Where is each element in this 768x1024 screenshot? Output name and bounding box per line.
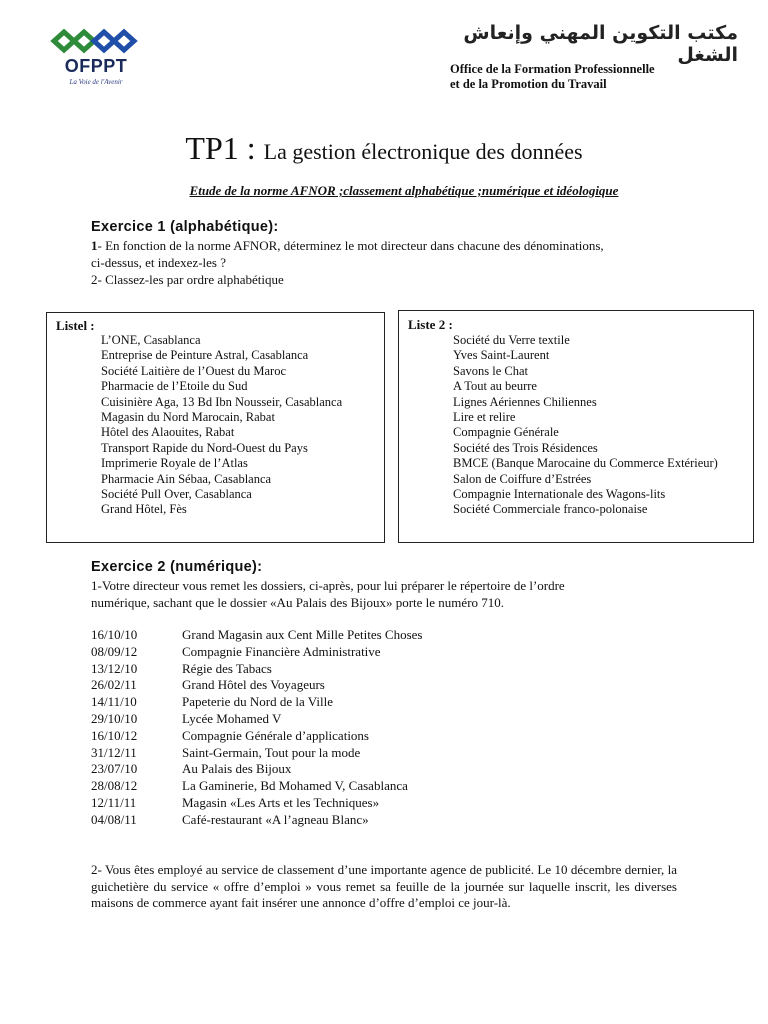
exercise-1-question-1 [91, 238, 731, 271]
ofppt-logo [40, 24, 152, 100]
exercise-2-intro [91, 578, 731, 611]
exercise-2-part-2: 2- Vous êtes employé au service de classement d’une importante agence de publicité. Le 10 décembre dernier, la guichetière du service « offre d’emploi » vous remet sa feuille de la journée sur laquelle inscrit, les diverses maisons de commerce ayant fait insérer une annonce d’offre d’emploi ce jour-là. [91, 862, 677, 910]
list-2-item: BMCE (Banque Marocaine du Commerce Extérieur) [453, 456, 718, 471]
list-1-item: Pharmacie Ain Sébaa, Casablanca [101, 471, 272, 486]
logo-text: OFPPT [64, 56, 128, 76]
dossier-date: 04/08/11 [91, 811, 137, 827]
dossier-name: Saint-Germain, Tout pour la mode [182, 744, 361, 760]
dossier-name: Magasin «Les Arts et les Techniques» [182, 794, 380, 810]
dossier-date: 16/10/12 [91, 727, 138, 743]
dossier-date: 08/09/12 [91, 643, 138, 659]
dossier-date: 16/10/10 [91, 627, 138, 642]
office-line-1: Office de la Formation Professionnelle [450, 62, 655, 76]
list-2-item: Lignes Aériennes Chiliennes [453, 394, 597, 409]
dossier-row [91, 694, 422, 711]
exercise-1-heading: Exercice 1 (alphabétique): [91, 219, 279, 235]
list-2-item: Yves Saint-Laurent [453, 348, 550, 363]
dossier-date: 23/07/10 [91, 761, 138, 777]
dossier-row [91, 711, 422, 728]
list-1-item: Société Pull Over, Casablanca [101, 487, 252, 502]
list-1-item: Société Laitière de l’Ouest du Maroc [101, 363, 286, 378]
dossier-row [91, 745, 422, 762]
dossier-name: Compagnie Générale d’applications [182, 727, 369, 743]
dossier-name: Compagnie Financière Administrative [182, 643, 381, 659]
logo-tagline: La Voie de l'Avenir [69, 78, 123, 86]
office-line-2: et de la Promotion du Travail [450, 77, 607, 91]
exercise-2-heading: Exercice 2 (numérique): [91, 559, 263, 575]
numeric-dossier-list [91, 627, 422, 829]
dossier-row [91, 778, 422, 795]
dossier-row [91, 812, 422, 829]
list-2-item: Savons le Chat [453, 363, 528, 378]
list-1-item: Grand Hôtel, Fès [101, 502, 187, 517]
dossier-date: 12/11/11 [91, 794, 137, 810]
dossier-name: Café-restaurant «A l’agneau Blanc» [182, 811, 369, 827]
list-1-item: Cuisinière Aga, 13 Bd Ibn Nousseir, Casablanca [101, 394, 343, 409]
question-1-number: 1 [91, 238, 98, 253]
list-1-box [46, 312, 385, 543]
dossier-row [91, 627, 422, 644]
dossier-row [91, 761, 422, 778]
dossier-name: Régie des Tabacs [182, 660, 272, 676]
dossier-date: 13/12/10 [91, 660, 138, 676]
list-1-item: Pharmacie de l’Etoile du Sud [101, 379, 248, 394]
dossier-row [91, 795, 422, 812]
list-1-item: Entreprise de Peinture Astral, Casablanca [101, 348, 309, 363]
exercise-2-intro-line-2: numérique, sachant que le dossier «Au Palais des Bijoux» porte le numéro 710. [91, 594, 505, 610]
dossier-date: 26/02/11 [91, 677, 137, 693]
question-1-text-cont: ci-dessus, et indexez-les ? [91, 254, 227, 270]
title-text: La gestion électronique des données [263, 139, 583, 164]
dossier-date: 29/10/10 [91, 710, 138, 726]
page-title [0, 128, 768, 172]
list-2-item: Société des Trois Résidences [453, 440, 598, 455]
list-2-box [398, 310, 754, 543]
list-2-item: Compagnie Générale [453, 425, 559, 440]
dossier-name: Au Palais des Bijoux [182, 761, 292, 777]
list-1-item: Imprimerie Royale de l’Atlas [101, 456, 248, 471]
list-1-item: Hôtel des Alaouites, Rabat [101, 425, 235, 440]
office-name [450, 62, 750, 92]
dossier-name: La Gaminerie, Bd Mohamed V, Casablanca [182, 778, 408, 794]
arabic-org-name: مكتب التكوين المهني وإنعاش الشغل [463, 22, 738, 66]
dossier-row [91, 644, 422, 661]
dossier-row [91, 728, 422, 745]
page-subtitle: Etude de la norme AFNOR ;classement alphabétique ;numérique et idéologique [189, 183, 619, 198]
list-1-item: Transport Rapide du Nord-Ouest du Pays [101, 440, 308, 455]
list-2 [453, 333, 718, 518]
dossier-row [91, 661, 422, 678]
dossier-name: Lycée Mohamed V [182, 710, 282, 726]
list-2-item: Compagnie Internationale des Wagons-lits [453, 487, 666, 502]
dossier-date: 28/08/12 [91, 778, 138, 794]
list-1-item: Magasin du Nord Marocain, Rabat [101, 410, 275, 425]
dossier-date: 31/12/11 [91, 744, 137, 760]
logo-emblem-icon [40, 24, 152, 58]
list-2-item: Société Commerciale franco-polonaise [453, 502, 648, 517]
exercise-2-intro-line-1: 1-Votre directeur vous remet les dossiers, ci-après, pour lui préparer le répertoire de l’ordre [91, 578, 565, 593]
title-tp: TP1 : [185, 130, 256, 166]
list-1-title: Listel : [56, 318, 95, 333]
dossier-date: 14/11/10 [91, 694, 137, 710]
list-2-title: Liste 2 : [408, 317, 453, 332]
list-1-item: L’ONE, Casablanca [101, 333, 201, 347]
question-1-text: - En fonction de la norme AFNOR, déterminez le mot directeur dans chacune des dénominations, [97, 238, 604, 253]
list-2-item: Société du Verre textile [453, 333, 570, 347]
list-2-item: Salon de Coiffure d’Estrées [453, 471, 592, 486]
dossier-row [91, 677, 422, 694]
list-2-item: A Tout au beurre [453, 379, 537, 394]
dossier-name: Grand Hôtel des Voyageurs [182, 677, 325, 693]
exercise-1-question-2: 2- Classez-les par ordre alphabétique [91, 272, 284, 287]
list-2-item: Lire et relire [453, 410, 516, 425]
dossier-name: Grand Magasin aux Cent Mille Petites Choses [182, 627, 423, 642]
dossier-name: Papeterie du Nord de la Ville [182, 694, 333, 710]
list-1 [101, 333, 342, 518]
